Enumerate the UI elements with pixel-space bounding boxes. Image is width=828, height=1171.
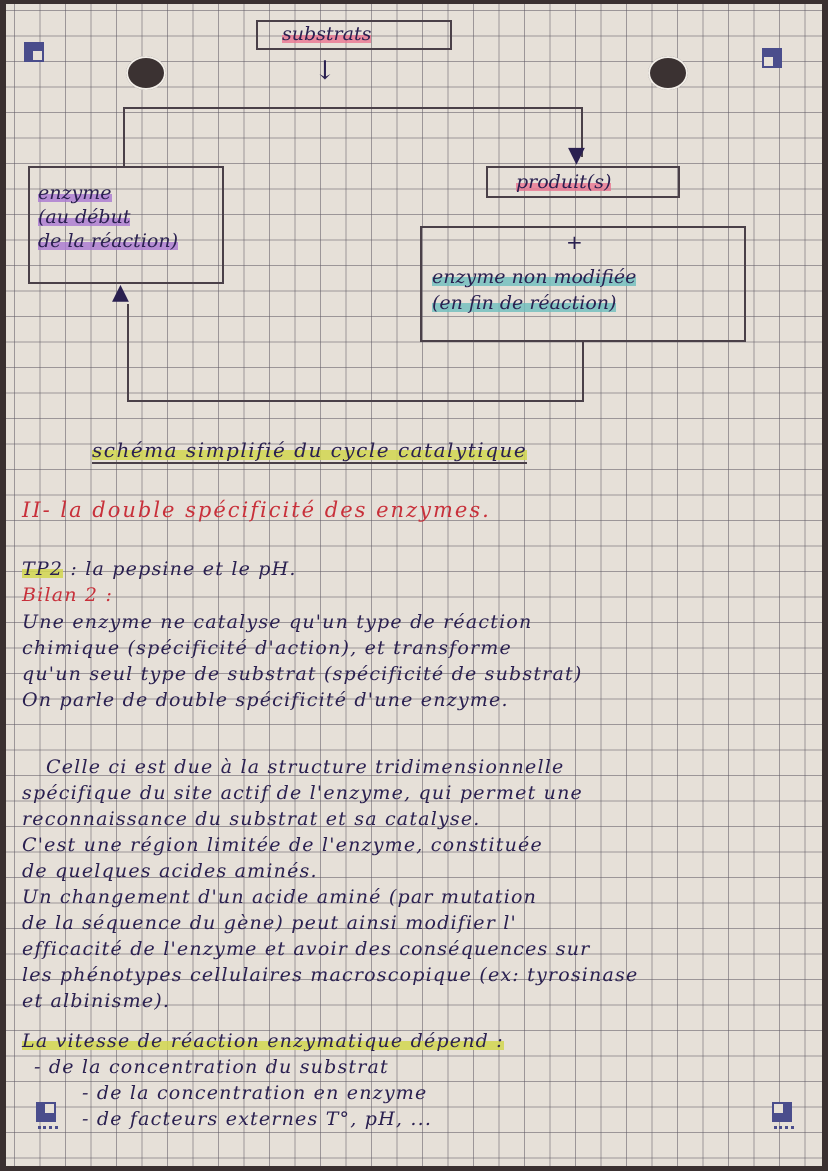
corner-mark-top-left-icon — [24, 42, 44, 62]
enzyme-end-box — [420, 226, 746, 342]
enzyme-line: de la réaction) — [38, 230, 178, 252]
product-arrow-icon: ▼ — [568, 143, 585, 168]
unmodified-enzyme-line: (en fin de réaction) — [432, 292, 617, 314]
paragraph2-line: C'est une région limitée de l'enzyme, constituée — [22, 834, 543, 856]
paragraph2-line: efficacité de l'enzyme et avoir des conséquences sur — [22, 938, 591, 960]
product-label: produit(s) — [516, 171, 612, 193]
paragraph1-line: Une enzyme ne catalyse qu'un type de réaction — [22, 611, 533, 633]
corner-mark-bottom-left-icon — [36, 1102, 56, 1122]
paragraph2-line: et albinisme). — [22, 990, 171, 1012]
paragraph3-item: - de la concentration en enzyme — [82, 1082, 428, 1104]
enzyme-start-box — [28, 166, 224, 284]
paragraph1-line: chimique (spécificité d'action), et transforme — [22, 637, 512, 659]
paragraph2-line: de la séquence du gène) peut ainsi modifier l' — [22, 912, 517, 934]
binder-hole-left — [126, 56, 166, 90]
enzyme-return-arrow-icon: ▲ — [112, 280, 129, 305]
bilan-label: Bilan 2 : — [22, 584, 114, 606]
paragraph1-line: qu'un seul type de substrat (spécificité de substrat) — [22, 663, 583, 685]
paragraph2-line: de quelques acides aminés. — [22, 860, 318, 882]
corner-mark-top-right-icon — [762, 48, 782, 68]
binder-hole-right — [648, 56, 688, 90]
enzyme-line: enzyme — [38, 182, 112, 204]
connector-left-drop — [123, 107, 125, 167]
paragraph2-line: les phénotypes cellulaires macroscopique (ex: tyrosinase — [22, 964, 639, 986]
enzyme-line: (au début — [38, 206, 131, 228]
notebook-page — [6, 4, 822, 1166]
paragraph2-line: spécifique du site actif de l'enzyme, qui permet une — [22, 782, 583, 804]
tp-prefix: TP2 — [22, 558, 64, 580]
unmodified-enzyme-line: enzyme non modifiée — [432, 266, 637, 288]
tp-line — [22, 558, 297, 580]
connector-return-drop — [582, 342, 584, 402]
substrate-box — [256, 20, 452, 50]
plus-sign: + — [566, 230, 583, 254]
paragraph2-line: reconnaissance du substrat et sa catalyse. — [22, 808, 481, 830]
paragraph2-line: Un changement d'un acide aminé (par mutation — [22, 886, 538, 908]
paragraph3-intro: La vitesse de réaction enzymatique dépend : — [22, 1030, 504, 1052]
paragraph3-item: - de facteurs externes T°, pH, ... — [82, 1108, 433, 1130]
paragraph2-line: Celle ci est due à la structure tridimensionnelle — [46, 756, 565, 778]
substrate-label: substrats — [282, 23, 372, 45]
section-heading: II- la double spécificité des enzymes. — [22, 498, 491, 522]
diagram-caption: schéma simplifié du cycle catalytique — [92, 438, 528, 462]
paragraph3-item: - de la concentration du substrat — [34, 1056, 389, 1078]
corner-mark-bottom-right-icon — [772, 1102, 792, 1122]
tp-title: : la pepsine et le pH. — [70, 558, 297, 580]
product-box — [486, 166, 680, 198]
paragraph1-line: On parle de double spécificité d'une enzyme. — [22, 689, 509, 711]
substrate-arrow-icon: ↓ — [314, 56, 336, 86]
connector-top — [123, 107, 583, 109]
connector-bottom — [127, 400, 584, 402]
connector-return-up — [127, 304, 129, 402]
